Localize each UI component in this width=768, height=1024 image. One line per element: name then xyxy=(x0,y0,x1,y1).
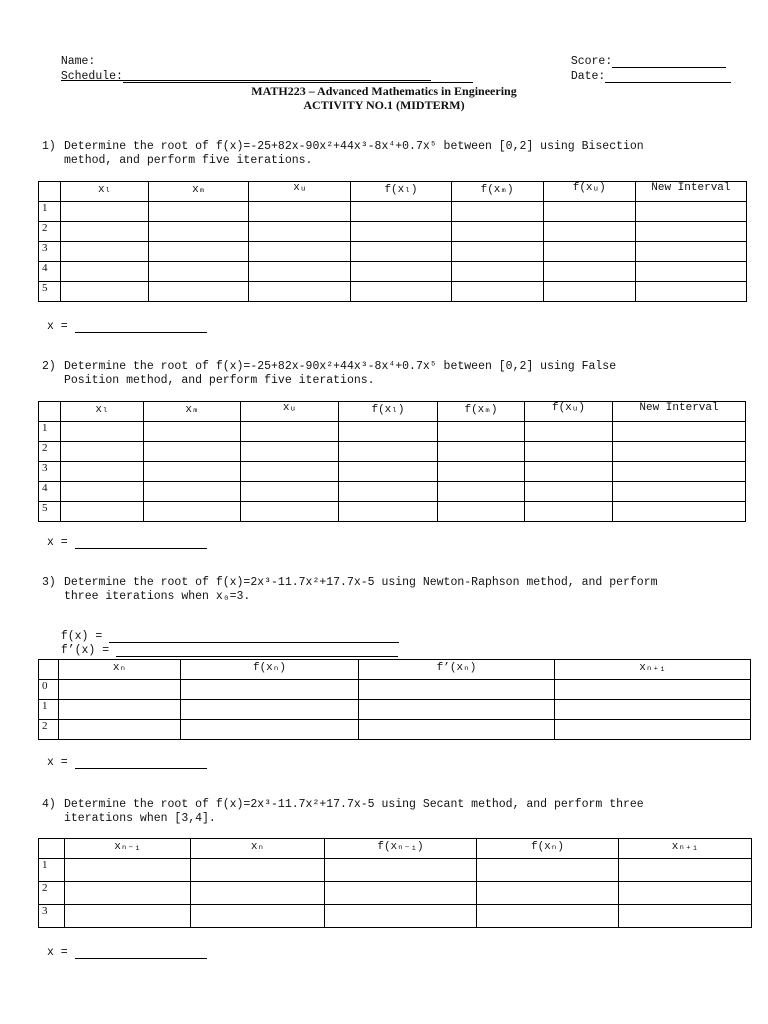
fpx-label: f’(x) = xyxy=(60,644,110,657)
table-cell[interactable] xyxy=(525,462,613,482)
table-cell[interactable] xyxy=(555,700,751,720)
table-cell[interactable] xyxy=(144,462,241,482)
table-cell[interactable] xyxy=(543,282,635,302)
table-cell[interactable] xyxy=(438,422,525,442)
column-header: New Interval xyxy=(635,182,746,202)
column-header: xₗ xyxy=(61,402,144,422)
table-cell[interactable] xyxy=(61,442,144,462)
column-header: xₙ₊₁ xyxy=(619,839,752,859)
row-number: 5 xyxy=(39,282,61,302)
column-header: f’(xₙ) xyxy=(359,660,555,680)
column-header: xₙ₊₁ xyxy=(555,660,751,680)
table-cell[interactable] xyxy=(249,222,351,242)
answer-line[interactable] xyxy=(75,321,207,333)
table-cell[interactable] xyxy=(61,262,149,282)
table-cell[interactable] xyxy=(339,502,438,522)
column-header: New Interval xyxy=(613,402,746,422)
table-cell[interactable] xyxy=(619,859,752,882)
column-header: f(xₙ) xyxy=(181,660,359,680)
table-cell[interactable] xyxy=(249,282,351,302)
table-cell[interactable] xyxy=(351,282,451,302)
row-number: 3 xyxy=(39,242,61,262)
table-cell[interactable] xyxy=(249,262,351,282)
table-row xyxy=(39,422,746,442)
table-cell[interactable] xyxy=(339,442,438,462)
table-cell[interactable] xyxy=(325,882,477,905)
table-cell[interactable] xyxy=(249,202,351,222)
table-cell[interactable] xyxy=(555,720,751,740)
column-header: xₙ xyxy=(59,660,181,680)
table-cell[interactable] xyxy=(61,242,149,262)
table-cell[interactable] xyxy=(191,905,325,928)
table-cell[interactable] xyxy=(241,482,339,502)
table-cell[interactable] xyxy=(477,905,619,928)
answer-label: x = xyxy=(47,536,68,549)
question-3-line1: Determine the root of f(x)=2x³-11.7x²+17.7x-5 using Newton-Raphson method, and perform xyxy=(64,576,658,589)
table-cell[interactable] xyxy=(451,242,543,262)
row-number: 1 xyxy=(39,422,61,442)
column-header: xᵤ xyxy=(241,402,339,422)
table-cell[interactable] xyxy=(241,502,339,522)
table-cell[interactable] xyxy=(181,720,359,740)
table-row xyxy=(39,202,747,222)
table-cell[interactable] xyxy=(359,700,555,720)
table-cell[interactable] xyxy=(65,882,191,905)
column-header xyxy=(39,402,61,422)
table-cell[interactable] xyxy=(477,859,619,882)
table-cell[interactable] xyxy=(181,680,359,700)
table-cell[interactable] xyxy=(61,222,149,242)
date-line[interactable] xyxy=(605,71,731,83)
fpx-line[interactable] xyxy=(116,645,398,657)
answer-4[interactable] xyxy=(47,946,207,959)
table-cell[interactable] xyxy=(635,222,746,242)
question-4-number: 4) xyxy=(42,798,56,811)
column-header: xₙ₋₁ xyxy=(65,839,191,859)
table-cell[interactable] xyxy=(241,442,339,462)
table-row xyxy=(39,905,752,928)
column-header xyxy=(39,839,65,859)
table-cell[interactable] xyxy=(59,720,181,740)
table-cell[interactable] xyxy=(635,262,746,282)
row-number: 3 xyxy=(39,462,61,482)
schedule-label: Schedule: xyxy=(60,70,123,83)
table-cell[interactable] xyxy=(351,202,451,222)
table-row xyxy=(39,700,751,720)
bisection-table xyxy=(38,181,747,302)
column-header: xₗ xyxy=(61,182,149,202)
question-2-line1: Determine the root of f(x)=-25+82x-90x²+44x³-8x⁴+0.7x⁵ between [0,2] using False xyxy=(64,360,617,373)
table-cell[interactable] xyxy=(59,700,181,720)
table-cell[interactable] xyxy=(61,482,144,502)
table-row xyxy=(39,242,747,262)
table-cell[interactable] xyxy=(438,502,525,522)
table-cell[interactable] xyxy=(438,442,525,462)
answer-3[interactable] xyxy=(47,756,207,769)
table-header-row xyxy=(39,182,747,202)
table-cell[interactable] xyxy=(339,482,438,502)
table-cell[interactable] xyxy=(65,905,191,928)
table-cell[interactable] xyxy=(149,282,249,302)
fpx-field[interactable] xyxy=(47,631,398,657)
answer-label: x = xyxy=(47,946,68,959)
table-row xyxy=(39,462,746,482)
row-number: 0 xyxy=(39,680,59,700)
table-cell[interactable] xyxy=(191,859,325,882)
answer-label: x = xyxy=(47,756,68,769)
column-header: xₙ xyxy=(191,839,325,859)
table-cell[interactable] xyxy=(144,442,241,462)
table-cell[interactable] xyxy=(619,882,752,905)
fx-label: f(x) = xyxy=(60,630,103,643)
answer-line[interactable] xyxy=(75,537,207,549)
answer-label: x = xyxy=(47,320,68,333)
column-header: f(xₗ) xyxy=(351,182,451,202)
column-header: f(xₘ) xyxy=(438,402,525,422)
table-cell[interactable] xyxy=(61,422,144,442)
table-cell[interactable] xyxy=(543,202,635,222)
table-cell[interactable] xyxy=(555,680,751,700)
table-cell[interactable] xyxy=(635,242,746,262)
question-2-line2: Position method, and perform five iterations. xyxy=(64,374,375,387)
table-row xyxy=(39,222,747,242)
question-3-number: 3) xyxy=(42,576,56,589)
table-cell[interactable] xyxy=(525,502,613,522)
table-cell[interactable] xyxy=(635,282,746,302)
score-label: Score: xyxy=(570,55,613,68)
table-cell[interactable] xyxy=(241,422,339,442)
column-header: f(xₗ) xyxy=(339,402,438,422)
table-cell[interactable] xyxy=(351,262,451,282)
table-cell[interactable] xyxy=(635,202,746,222)
schedule-line[interactable] xyxy=(123,71,473,83)
row-number: 1 xyxy=(39,700,59,720)
table-cell[interactable] xyxy=(61,502,144,522)
answer-line[interactable] xyxy=(75,757,207,769)
date-label: Date: xyxy=(570,70,606,83)
row-number: 2 xyxy=(39,882,65,905)
table-cell[interactable] xyxy=(525,442,613,462)
row-number: 5 xyxy=(39,502,61,522)
table-cell[interactable] xyxy=(61,462,144,482)
table-cell[interactable] xyxy=(451,282,543,302)
row-number: 1 xyxy=(39,202,61,222)
row-number: 2 xyxy=(39,442,61,462)
table-cell[interactable] xyxy=(477,882,619,905)
schedule-field[interactable] xyxy=(47,57,473,83)
column-header: f(xₙ₋₁) xyxy=(325,839,477,859)
table-cell[interactable] xyxy=(61,282,149,302)
table-cell[interactable] xyxy=(613,462,746,482)
table-cell[interactable] xyxy=(191,882,325,905)
name-label: Name: xyxy=(60,55,96,68)
row-number: 3 xyxy=(39,905,65,928)
activity-title: ACTIVITY NO.1 (MIDTERM) xyxy=(303,98,465,112)
table-cell[interactable] xyxy=(149,222,249,242)
table-header-row xyxy=(39,660,751,680)
table-row xyxy=(39,680,751,700)
table-cell[interactable] xyxy=(59,680,181,700)
table-cell[interactable] xyxy=(339,462,438,482)
table-row xyxy=(39,502,746,522)
column-header: xᵤ xyxy=(249,182,351,202)
table-row xyxy=(39,262,747,282)
table-header-row xyxy=(39,402,746,422)
table-cell[interactable] xyxy=(351,222,451,242)
question-1-line2: method, and perform five iterations. xyxy=(64,154,313,167)
answer-line[interactable] xyxy=(75,947,207,959)
table-cell[interactable] xyxy=(241,462,339,482)
table-cell[interactable] xyxy=(65,859,191,882)
column-header: xₘ xyxy=(144,402,241,422)
table-cell[interactable] xyxy=(451,222,543,242)
table-cell[interactable] xyxy=(339,422,438,442)
table-row xyxy=(39,442,746,462)
question-4-line2: iterations when [3,4]. xyxy=(64,812,216,825)
table-cell[interactable] xyxy=(359,680,555,700)
row-number: 1 xyxy=(39,859,65,882)
question-4-line1: Determine the root of f(x)=2x³-11.7x²+17.7x-5 using Secant method, and perform three xyxy=(64,798,644,811)
table-cell[interactable] xyxy=(149,202,249,222)
column-header: xₘ xyxy=(149,182,249,202)
date-field[interactable] xyxy=(557,57,731,83)
table-cell[interactable] xyxy=(181,700,359,720)
table-cell[interactable] xyxy=(438,462,525,482)
table-cell[interactable] xyxy=(451,202,543,222)
column-header: f(xᵤ) xyxy=(525,402,613,422)
table-cell[interactable] xyxy=(613,502,746,522)
question-2 xyxy=(42,360,722,388)
question-1-number: 1) xyxy=(42,140,56,153)
table-cell[interactable] xyxy=(325,905,477,928)
table-cell[interactable] xyxy=(525,482,613,502)
table-row xyxy=(39,720,751,740)
newton-raphson-table xyxy=(38,659,751,740)
course-title: MATH223 – Advanced Mathematics in Engineering xyxy=(251,84,517,98)
table-cell[interactable] xyxy=(351,242,451,262)
table-cell[interactable] xyxy=(543,222,635,242)
row-number: 4 xyxy=(39,262,61,282)
table-cell[interactable] xyxy=(613,442,746,462)
question-1 xyxy=(42,140,722,168)
table-row xyxy=(39,482,746,502)
table-cell[interactable] xyxy=(249,242,351,262)
table-cell[interactable] xyxy=(619,905,752,928)
table-cell[interactable] xyxy=(543,242,635,262)
column-header: f(xₙ) xyxy=(477,839,619,859)
question-3 xyxy=(42,576,722,604)
table-cell[interactable] xyxy=(149,262,249,282)
table-cell[interactable] xyxy=(613,482,746,502)
answer-1[interactable] xyxy=(47,320,207,333)
column-header xyxy=(39,660,59,680)
question-4 xyxy=(42,798,722,826)
table-cell[interactable] xyxy=(359,720,555,740)
answer-2[interactable] xyxy=(47,536,207,549)
table-cell[interactable] xyxy=(613,422,746,442)
row-number: 4 xyxy=(39,482,61,502)
column-header: f(xᵤ) xyxy=(543,182,635,202)
table-cell[interactable] xyxy=(525,422,613,442)
column-header xyxy=(39,182,61,202)
secant-table xyxy=(38,838,752,928)
table-cell[interactable] xyxy=(543,262,635,282)
row-number: 2 xyxy=(39,222,61,242)
table-row xyxy=(39,282,747,302)
question-1-line1: Determine the root of f(x)=-25+82x-90x²+44x³-8x⁴+0.7x⁵ between [0,2] using Bisection xyxy=(64,140,644,153)
table-cell[interactable] xyxy=(438,482,525,502)
table-cell[interactable] xyxy=(144,422,241,442)
false-position-table xyxy=(38,401,746,522)
table-cell[interactable] xyxy=(61,202,149,222)
table-header-row xyxy=(39,839,752,859)
question-3-line2: three iterations when x₀=3. xyxy=(64,590,251,603)
table-row xyxy=(39,859,752,882)
table-row xyxy=(39,882,752,905)
question-2-number: 2) xyxy=(42,360,56,373)
table-cell[interactable] xyxy=(149,242,249,262)
table-cell[interactable] xyxy=(325,859,477,882)
table-cell[interactable] xyxy=(144,502,241,522)
row-number: 2 xyxy=(39,720,59,740)
table-cell[interactable] xyxy=(451,262,543,282)
table-cell[interactable] xyxy=(144,482,241,502)
column-header: f(xₘ) xyxy=(451,182,543,202)
